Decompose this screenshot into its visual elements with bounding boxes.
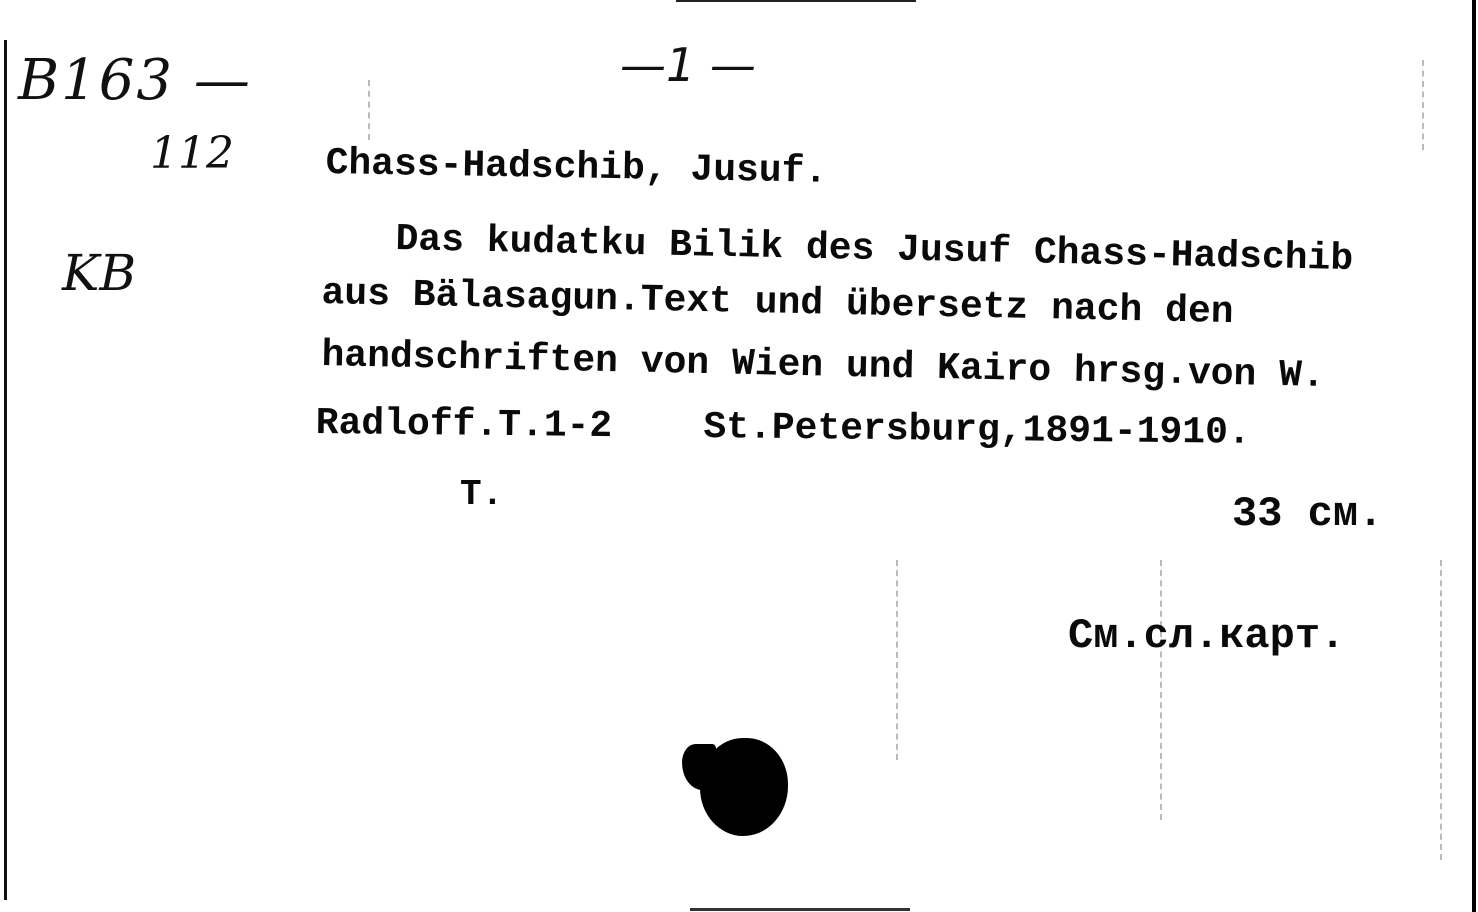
card-top-rule — [676, 0, 916, 2]
faint-guide-line — [1422, 60, 1424, 150]
punch-hole — [700, 738, 788, 836]
size-note: 33 см. — [1232, 490, 1384, 538]
faint-guide-line — [368, 80, 370, 140]
title-line: Das kudatku Bilik des Jusuf Chass-Hadschib — [395, 218, 1354, 282]
title-line: handschriften von Wien und Kairo hrsg.von W. — [321, 334, 1326, 399]
handwritten-shelfmark-sub: 112 — [150, 128, 234, 179]
handwritten-collection-code: KB — [62, 244, 137, 302]
title-line: aus Bälasagun.Text und übersetz nach den — [321, 272, 1234, 335]
page-number: —1 — — [620, 38, 756, 92]
faint-guide-line — [896, 560, 898, 760]
card-left-edge — [4, 40, 7, 900]
volume-mark: T. — [460, 474, 504, 515]
see-also-note: См.сл.карт. — [1068, 612, 1346, 660]
author-heading: Chass-Hadschib, Jusuf. — [325, 142, 828, 194]
handwritten-shelfmark: B163 — — [18, 48, 252, 113]
card-right-edge — [1472, 0, 1476, 912]
imprint-line: Radloff.T.1-2 St.Petersburg,1891-1910. — [315, 402, 1251, 455]
faint-guide-line — [1160, 560, 1162, 820]
card-bottom-rule — [690, 908, 910, 911]
faint-guide-line — [1440, 560, 1442, 860]
